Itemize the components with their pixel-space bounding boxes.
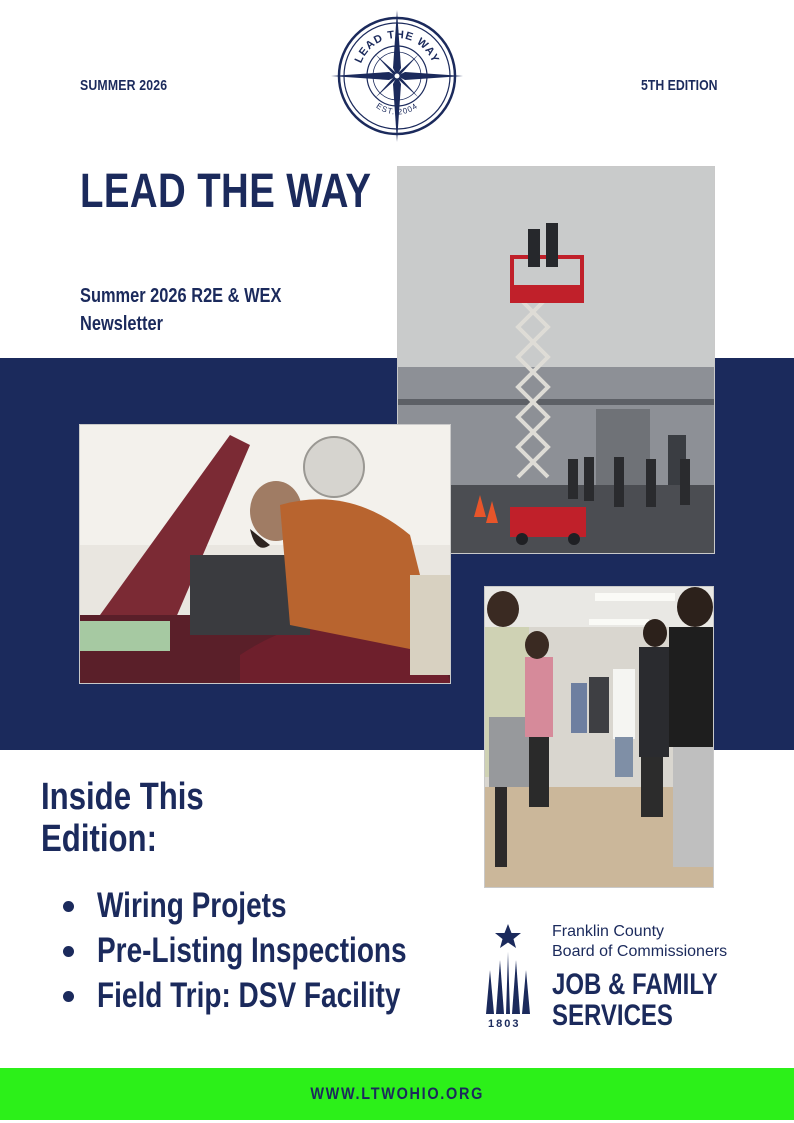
bullet-icon (63, 946, 74, 957)
list-item-label: Wiring Projets (97, 886, 287, 925)
org-line2: Board of Commissioners (552, 943, 728, 960)
agency-line1: JOB & FAMILY (552, 968, 718, 1001)
website-url[interactable]: WWW.LTWOHIO.ORG (310, 1084, 484, 1103)
jfs-logo (482, 922, 762, 1037)
bullet-icon (63, 901, 74, 912)
org-name (552, 922, 727, 962)
org-line1: Franklin County (552, 923, 665, 940)
seal-top-text: LEAD THE WAY (352, 28, 442, 65)
inside-heading-line2: Edition: (41, 818, 157, 860)
agency-name (552, 969, 718, 1031)
student-group-photo (484, 586, 714, 888)
footer-bar (0, 1068, 794, 1120)
list-item-label: Pre-Listing Inspections (97, 931, 407, 970)
website-link[interactable] (0, 1084, 794, 1104)
bullet-icon (63, 991, 74, 1002)
inside-heading-line1: Inside This (41, 776, 204, 818)
season-label: SUMMER 2026 (80, 77, 168, 94)
page-subtitle: Summer 2026 R2E & WEX Newsletter (80, 285, 282, 335)
inside-heading (41, 776, 204, 860)
founding-year: 1803 (488, 1018, 521, 1030)
seal-bottom-text: EST. 2004 (374, 101, 420, 117)
lead-the-way-seal (331, 8, 463, 144)
agency-line2: SERVICES (552, 999, 673, 1032)
compass-icon (331, 8, 463, 144)
page-title: LEAD THE WAY (80, 165, 372, 218)
car-repair-photo (79, 424, 451, 684)
edition-label: 5TH EDITION (641, 77, 718, 94)
list-item-label: Field Trip: DSV Facility (97, 976, 401, 1015)
